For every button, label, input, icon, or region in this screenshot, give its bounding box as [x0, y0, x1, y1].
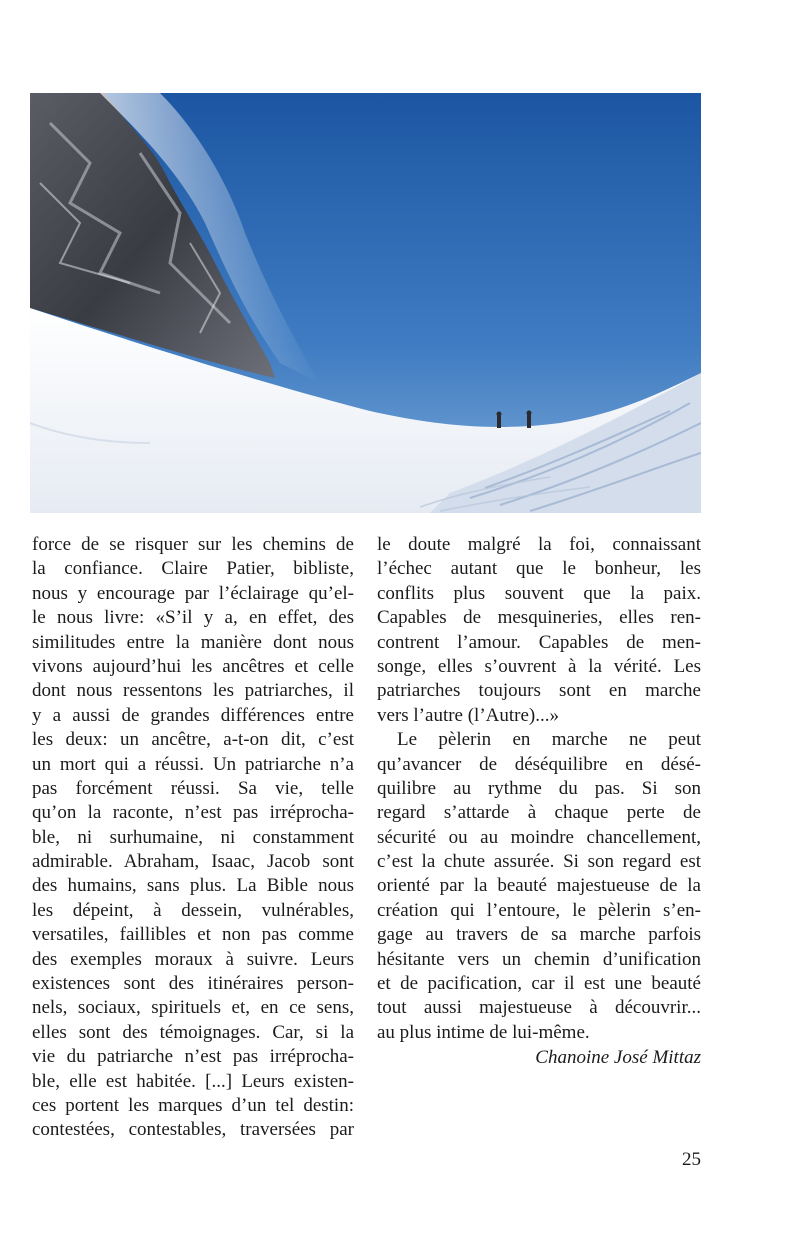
text-line: pas forcément réussi. Sa vie, telle — [32, 777, 354, 799]
mountain-photo — [30, 93, 701, 513]
text-line: vers l’autre (l’Autre)...» — [377, 704, 560, 726]
text-line: vivons aujourd’hui les ancêtres et celle — [32, 655, 354, 677]
author-signature: Chanoine José Mittaz — [535, 1047, 701, 1068]
text-line: des humains, sans plus. La Bible nous — [32, 875, 354, 897]
hiker-icon — [527, 411, 532, 429]
text-line: nels, sociaux, spirituels et, en ce sens, — [32, 997, 354, 1019]
right-column — [377, 533, 701, 1045]
text-line: les deux: un ancêtre, a-t-on dit, c’est — [32, 729, 354, 751]
text-line: similitudes entre la manière dont nous — [32, 631, 354, 653]
page-number: 25 — [682, 1149, 701, 1170]
text-line: songe, elles s’ouvrent à la vérité. Les — [377, 655, 701, 677]
text-line: qu’on la raconte, n’est pas irréprocha- — [32, 802, 354, 824]
text-line: regard s’attarde à chaque perte de — [377, 802, 701, 824]
text-line: création qui l’entoure, le pèlerin s’en- — [377, 899, 701, 921]
text-line: contrent l’amour. Capables de men- — [377, 631, 701, 653]
text-line: des exemples moraux à suivre. Leurs — [32, 948, 354, 970]
text-line: Capables de mesquineries, elles ren- — [377, 607, 701, 629]
text-line: admirable. Abraham, Isaac, Jacob sont — [32, 851, 354, 873]
text-line: existences sont des itinéraires person- — [32, 973, 354, 995]
text-line: qu’avancer de déséquilibre en désé- — [377, 753, 701, 775]
text-line: le doute malgré la foi, connaissant — [377, 534, 701, 555]
text-line: conflits plus souvent que la paix. — [377, 582, 701, 604]
text-line: au plus intime de lui-même. — [377, 1021, 590, 1043]
text-line: ble, ni surhumaine, ni constamment — [32, 826, 354, 848]
text-line: l’échec autant que le bonheur, les — [377, 558, 701, 580]
text-line: et de pacification, car il est une beauté — [377, 973, 701, 995]
text-line: gage au travers de sa marche parfois — [377, 924, 701, 946]
text-line: un mort qui a réussi. Un patriarche n’a — [32, 753, 354, 775]
text-line: tout aussi majestueuse à découvrir... — [377, 997, 701, 1019]
text-line: la confiance. Claire Patier, bibliste, — [32, 558, 354, 580]
text-line: ble, elle est habitée. [...] Leurs existen- — [32, 1070, 354, 1092]
text-line: Le pèlerin en marche ne peut — [397, 729, 701, 751]
text-line: orienté par la beauté majestueuse de la — [377, 875, 701, 897]
left-column — [32, 533, 354, 1143]
text-line: sécurité ou au moindre chancellement, — [377, 826, 701, 848]
text-line: quilibre au rythme du pas. Si son — [377, 777, 701, 799]
text-line: contestées, contestables, traversées par — [32, 1119, 354, 1141]
text-line: c’est la chute assurée. Si son regard est — [377, 851, 701, 873]
text-line: elles sont des témoignages. Car, si la — [32, 1021, 354, 1043]
text-line: hésitante vers un chemin d’unification — [377, 948, 701, 970]
text-line: vie du patriarche n’est pas irréprocha- — [32, 1046, 354, 1068]
text-line: ces portent les marques d’un tel destin: — [32, 1094, 354, 1116]
text-line: les dépeint, à dessein, vulnérables, — [32, 899, 354, 921]
text-line: force de se risquer sur les chemins de — [32, 534, 354, 555]
text-line: y a aussi de grandes différences entre — [32, 704, 354, 726]
text-line: versatiles, faillibles et non pas comme — [32, 924, 354, 946]
text-line: dont nous ressentons les patriarches, il — [32, 680, 354, 702]
text-line: le nous livre: «S’il y a, en effet, des — [32, 607, 354, 629]
text-line: nous y encourage par l’éclairage qu’el- — [32, 582, 354, 604]
text-line: patriarches toujours sont en marche — [377, 680, 701, 702]
hiker-icon — [497, 412, 502, 429]
